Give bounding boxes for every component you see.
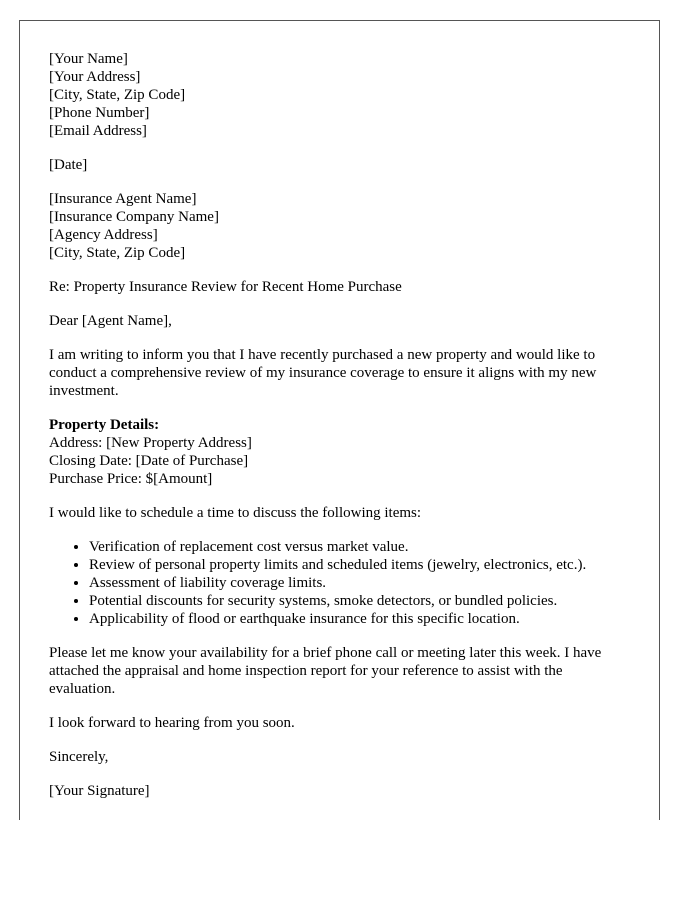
sender-address: [Your Address] (49, 69, 141, 85)
salutation: Dear [Agent Name], (49, 313, 172, 329)
list-item: • Verification of replacement cost versus market value. (89, 538, 631, 556)
property-purchase-price: Purchase Price: $[Amount] (49, 471, 213, 487)
closing-line: I look forward to hearing from you soon. (49, 715, 295, 731)
sender-city: [City, State, Zip Code] (49, 87, 186, 103)
recipient-agent: [Insurance Agent Name] (49, 191, 197, 207)
intro-paragraph: I am writing to inform you that I have recently purchased a new property and would like to conduct a comprehensive review of my insurance coverage to ensure it aligns with my new investment. (49, 347, 597, 399)
property-details-heading: Property Details: (49, 417, 160, 433)
sender-block (49, 50, 631, 140)
property-address: Address: [New Property Address] (49, 435, 252, 451)
list-item: • Potential discounts for security systems, smoke detectors, or bundled policies. (89, 592, 631, 610)
schedule-intro: I would like to schedule a time to discuss the following items: (49, 505, 422, 521)
sender-phone: [Phone Number] (49, 105, 150, 121)
list-item: • Assessment of liability coverage limits. (89, 574, 631, 592)
letter-page (19, 20, 660, 820)
property-details (49, 416, 631, 488)
recipient-address: [Agency Address] (49, 227, 158, 243)
recipient-city: [City, State, Zip Code] (49, 245, 186, 261)
letter-date: [Date] (49, 157, 88, 173)
recipient-company: [Insurance Company Name] (49, 209, 219, 225)
property-closing-date: Closing Date: [Date of Purchase] (49, 453, 249, 469)
list-item: • Applicability of flood or earthquake insurance for this specific location. (89, 610, 631, 628)
discussion-list (49, 538, 631, 628)
sender-email: [Email Address] (49, 123, 147, 139)
subject-line: Re: Property Insurance Review for Recent Home Purchase (49, 279, 402, 295)
list-item: • Review of personal property limits and scheduled items (jewelry, electronics, etc.). (89, 556, 631, 574)
signature: [Your Signature] (49, 783, 150, 799)
sender-name: [Your Name] (49, 51, 128, 67)
recipient-block (49, 190, 631, 262)
valediction: Sincerely, (49, 749, 109, 765)
availability-paragraph: Please let me know your availability for a brief phone call or meeting later this week. I have attached the appraisal and home inspection report for your reference to assist with the evaluation. (49, 645, 602, 697)
